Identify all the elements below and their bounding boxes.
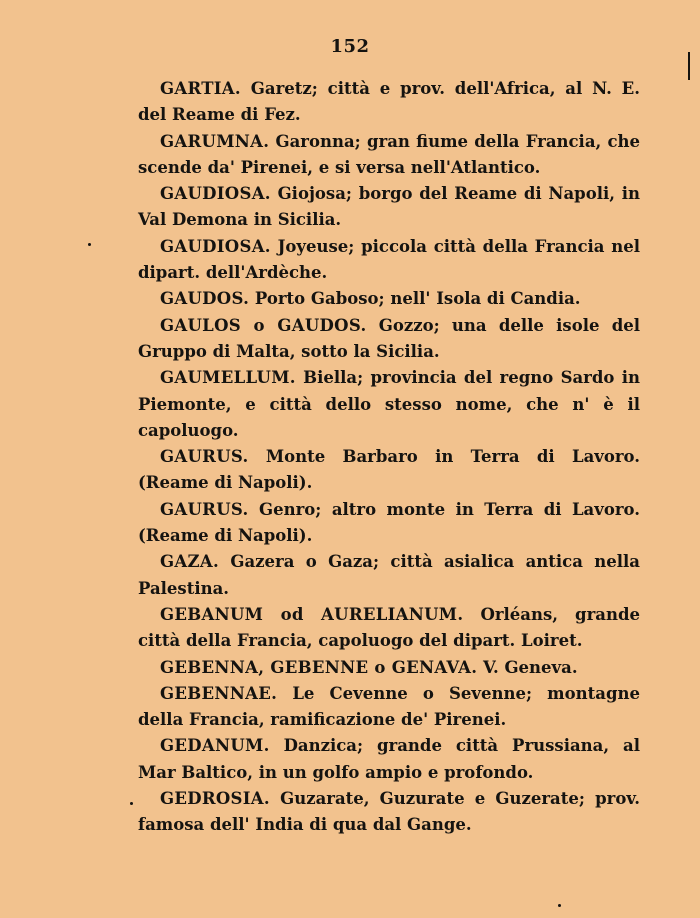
dictionary-entry — [138, 313, 640, 366]
dictionary-entry — [138, 129, 640, 182]
entry-definition: Genro; altro monte in Terra di Lavoro. (Reame di Napoli). — [138, 499, 640, 546]
entry-headword: GAZA. — [160, 552, 219, 572]
entry-headword: GAUDIOSA. — [160, 236, 271, 256]
entry-definition: Gazera o Gaza; città asialica antica nella Palestina. — [138, 552, 640, 598]
entry-headword: GEDANUM. — [160, 736, 270, 756]
entry-definition: Porto Gaboso; nell' Isola di Candia. — [254, 289, 581, 309]
entry-headword: GAUDIOSA. — [160, 184, 271, 204]
dictionary-entry — [138, 602, 640, 655]
page-number: 152 — [330, 36, 370, 57]
entry-headword: GEDROSIA. — [160, 789, 270, 809]
dictionary-entry — [138, 76, 640, 129]
entry-headword: GARUMNA. — [160, 131, 270, 151]
dictionary-entry — [138, 786, 640, 839]
entry-headword: GAUMELLUM. — [160, 368, 296, 388]
entry-headword: GEBANUM od AURELIANUM. — [160, 604, 464, 624]
dictionary-entry — [138, 444, 640, 497]
margin-dot — [130, 802, 133, 805]
entry-definition: Le Cevenne o Sevenne; montagne della Francia, ramificazione de' Pirenei. — [138, 683, 640, 730]
dictionary-entry — [138, 549, 640, 602]
entry-headword: GARTIA. — [160, 79, 241, 98]
entry-headword: GEBENNAE. — [160, 683, 278, 703]
entry-definition: Monte Barbaro in Terra di Lavoro. (Reame di Napoli). — [138, 447, 641, 493]
entry-definition: Guzarate, Guzurate e Guzerate; prov. famosa dell' India di qua dal Gange. — [138, 789, 640, 835]
entry-definition: Danzica; grande città Prussiana, al Mar Baltico, in un golfo ampio e profondo. — [138, 736, 641, 782]
margin-dot — [558, 904, 561, 907]
dictionary-entry — [138, 497, 640, 550]
entry-definition: Gozzo; una delle isole del Gruppo di Malta, sotto la Sicilia. — [138, 315, 641, 361]
dictionary-entry — [138, 681, 640, 734]
dictionary-entry — [138, 733, 640, 786]
entry-headword: GAUDOS. — [160, 289, 250, 309]
dictionary-entry — [138, 286, 640, 312]
dictionary-entry — [138, 181, 640, 234]
entry-definition: Biella; provincia del regno Sardo in Piemonte, e città dello stesso nome, che n' è il capoluogo. — [138, 368, 640, 440]
entry-definition: Garetz; città e prov. dell'Africa, al N. E. del Reame di Fez. — [138, 79, 640, 125]
entry-list — [138, 76, 640, 839]
dictionary-entry — [138, 655, 640, 681]
entry-headword: GEBENNA, GEBENNE o GENAVA. — [160, 657, 478, 677]
dictionary-entry — [138, 234, 640, 287]
entry-definition: V. Geneva. — [483, 657, 578, 677]
entry-headword: GAURUS. — [160, 499, 249, 519]
entry-headword: GAURUS. — [160, 447, 249, 467]
entry-definition: Giojosa; borgo del Reame di Napoli, in Val Demona in Sicilia. — [138, 184, 640, 230]
entry-definition: Joyeuse; piccola città della Francia nel dipart. dell'Ardèche. — [138, 236, 640, 283]
margin-mark — [688, 52, 690, 80]
entry-headword: GAULOS o GAUDOS. — [160, 315, 367, 335]
dictionary-entry — [138, 365, 640, 444]
margin-dot — [88, 243, 91, 246]
entry-definition: Garonna; gran fiume della Francia, che scende da' Pirenei, e si versa nell'Atlantico. — [138, 131, 640, 177]
entry-definition: Orléans, grande città della Francia, capoluogo del dipart. Loiret. — [138, 604, 640, 651]
